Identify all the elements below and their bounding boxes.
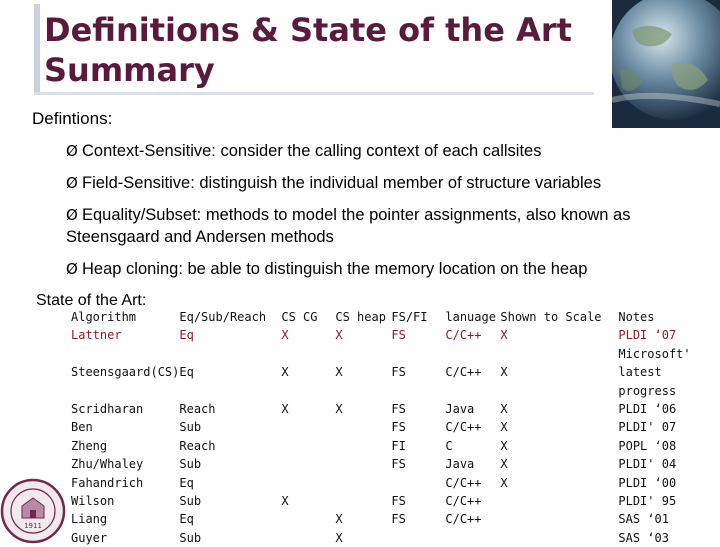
list-item: Ø Equality/Subset: methods to model the pointer assignments, also known as Steensgaard and Andersen methods — [66, 206, 631, 246]
globe-image — [612, 0, 720, 128]
list-item: Ø Field-Sensitive: distinguish the individual member of structure variables — [66, 174, 602, 192]
table-row: Zhu/Whaley Sub FS Java X PLDI' 04 — [71, 457, 677, 472]
header-shown-to-scale: Shown to Scale — [500, 310, 602, 324]
definitions-heading: Defintions: — [32, 109, 113, 128]
header-language: lanuage — [445, 310, 496, 324]
table-row: Lattner Eq X X FS C/C++ X PLDI ‘07 — [71, 328, 677, 343]
header-notes: Notes — [618, 310, 655, 324]
table-row: Guyer Sub X SAS ‘03 — [71, 530, 669, 545]
definitions-list — [66, 140, 686, 290]
table-row: Zheng Reach FI C X POPL ‘08 — [71, 438, 677, 453]
table-header-row — [71, 308, 691, 326]
table-row: Liang Eq X FS C/C++ SAS ‘01 — [71, 512, 669, 527]
header-algorithm: Algorithm — [71, 310, 137, 324]
header-cs-cg: CS CG — [281, 310, 318, 324]
table-row: Scridharan Reach X X FS Java X PLDI ‘06 — [71, 402, 677, 417]
list-item: Ø Context-Sensitive: consider the calling context of each callsites — [66, 142, 542, 160]
state-of-art-table — [71, 308, 691, 547]
title-accent-bar — [34, 4, 40, 92]
arrow-bullet-icon: Ø — [66, 206, 78, 224]
table-row: Fahandrich Eq C/C++ X PLDI ‘00 — [71, 475, 677, 490]
table-row: Steensgaard(CS) Eq X X FS C/C++ X latest — [71, 365, 662, 380]
arrow-bullet-icon: Ø — [66, 260, 78, 278]
table-row: progress — [618, 383, 677, 398]
title-line-1: Definitions & State of the Art — [44, 11, 572, 49]
svg-text:1911: 1911 — [24, 522, 42, 530]
slide-title — [44, 10, 604, 90]
header-cs-heap: CS heap — [335, 310, 386, 324]
table-row: Wilson Sub X FS C/C++ PLDI' 95 — [71, 494, 677, 509]
title-line-2: Summary — [44, 51, 215, 89]
title-underline — [34, 92, 594, 95]
arrow-bullet-icon: Ø — [66, 142, 78, 160]
header-eq-sub-reach: Eq/Sub/Reach — [179, 310, 267, 324]
state-of-art-heading: State of the Art: — [36, 292, 147, 309]
university-seal-logo — [0, 478, 66, 544]
table-row: Ben Sub FS C/C++ X PLDI' 07 — [71, 420, 677, 435]
table-row: Microsoft' — [618, 346, 691, 361]
header-fs-fi: FS/FI — [391, 310, 428, 324]
list-item: Ø Heap cloning: be able to distinguish the memory location on the heap — [66, 260, 588, 278]
arrow-bullet-icon: Ø — [66, 174, 78, 192]
